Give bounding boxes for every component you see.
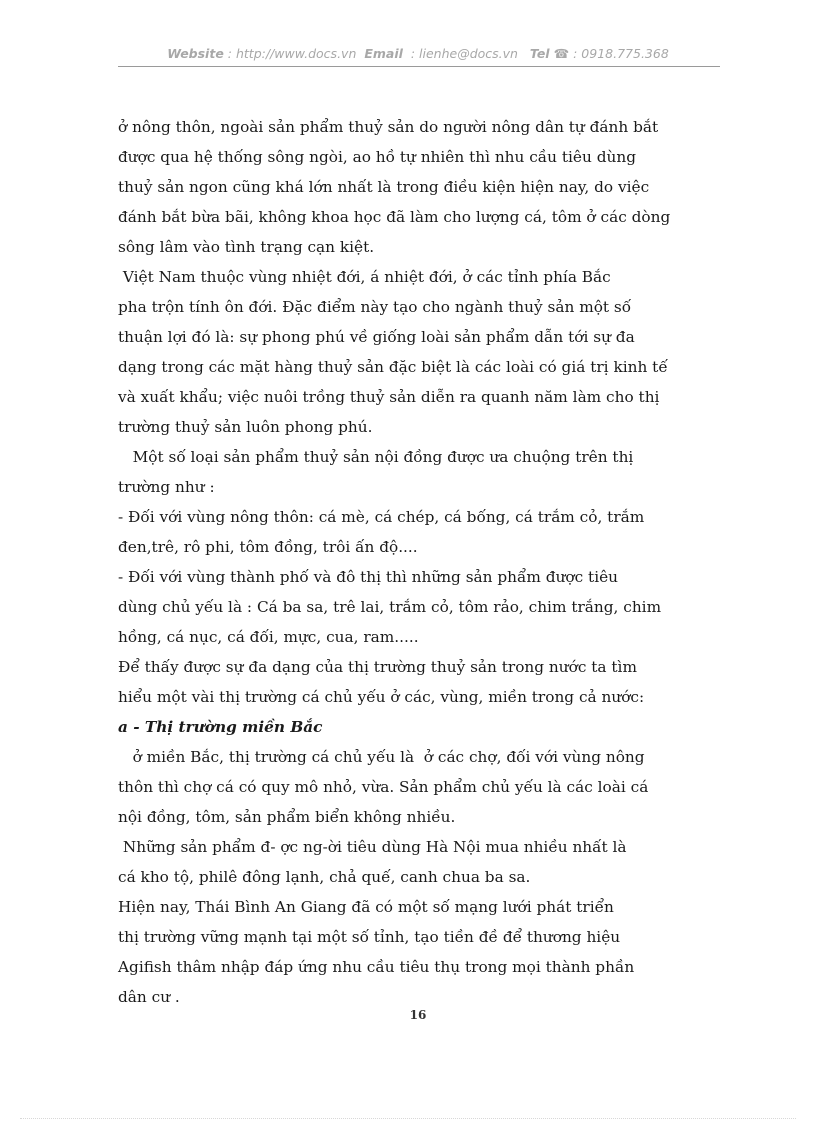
list-item: - Đối với vùng nông thôn: cá mè, cá chép, cá bống, cá trắm cỏ, trắm [118,508,645,526]
section-heading: a - Thị trường miền Bắc [118,718,323,736]
paragraph-line: trường như : [118,478,215,496]
website-label: Website [167,46,224,61]
footer-divider [20,1118,796,1119]
paragraph-line: Để thấy được sự đa dạng của thị trường thuỷ sản trong nước ta tìm [118,658,637,676]
paragraph-line: ở miền Bắc, thị trường cá chủ yếu là ở các chợ, đối với vùng nông [118,748,645,766]
paragraph-line: trường thuỷ sản luôn phong phú. [118,418,373,436]
paragraph-line: thuỷ sản ngon cũng khá lớn nhất là trong điều kiện hiện nay, do việc [118,178,650,196]
paragraph-line: được qua hệ thống sông ngòi, ao hồ tự nhiên thì nhu cầu tiêu dùng [118,148,636,166]
paragraph-line: ở nông thôn, ngoài sản phẩm thuỷ sản do người nông dân tự đánh bắt [118,118,659,136]
list-item-continuation: dùng chủ yếu là : Cá ba sa, trê lai, trắm cỏ, tôm rảo, chim trắng, chim [118,598,662,616]
paragraph-line: và xuất khẩu; việc nuôi trồng thuỷ sản diễn ra quanh năm làm cho thị [118,388,660,406]
paragraph-line: Những sản phẩm đ- ợc ng-ời tiêu dùng Hà Nội mua nhiều nhất là [118,838,627,856]
tel-label: Tel [529,46,550,61]
paragraph-line: thôn thì chợ cá có quy mô nhỏ, vừa. Sản phẩm chủ yếu là các loài cá [118,778,649,796]
paragraph-line: Một số loại sản phẩm thuỷ sản nội đồng được ưa chuộng trên thị [118,448,634,466]
page-header [118,46,718,61]
paragraph-line: Hiện nay, Thái Bình An Giang đã có một số mạng lưới phát triển [118,898,614,916]
list-item-continuation: hồng, cá nục, cá đối, mực, cua, ram..... [118,628,419,646]
list-item-continuation: đen,trê, rô phi, tôm đồng, trôi ấn độ.... [118,538,418,556]
website-link[interactable]: : http://www.docs.vn [227,46,357,61]
paragraph-line: thị trường vững mạnh tại một số tỉnh, tạo tiền đề để thương hiệu [118,928,621,946]
header-divider [118,66,720,67]
page-number: 16 [409,1008,427,1022]
tel-value: ☎ : 0918.775.368 [553,46,669,61]
document-body [118,112,678,1012]
paragraph-line: Agifish thâm nhập đáp ứng nhu cầu tiêu thụ trong mọi thành phần [118,958,635,976]
email-link[interactable]: : lienhe@docs.vn [410,46,518,61]
paragraph-line: dạng trong các mặt hàng thuỷ sản đặc biệt là các loài có giá trị kinh tế [118,358,668,376]
paragraph-line: đánh bắt bừa bãi, không khoa học đã làm cho lượng cá, tôm ở các dòng [118,208,671,226]
paragraph-line: hiểu một vài thị trường cá chủ yếu ở các, vùng, miền trong cả nước: [118,688,645,706]
list-item: - Đối với vùng thành phố và đô thị thì những sản phẩm được tiêu [118,568,619,586]
paragraph-line: nội đồng, tôm, sản phẩm biển không nhiều. [118,808,456,826]
email-label: Email [364,46,403,61]
paragraph-line: pha trộn tính ôn đới. Đặc điểm này tạo cho ngành thuỷ sản một số [118,298,632,316]
paragraph-line: sông lâm vào tình trạng cạn kiệt. [118,238,375,256]
paragraph-line: thuận lợi đó là: sự phong phú về giống loài sản phẩm dẫn tới sự đa [118,328,635,346]
paragraph-line: dân cư . [118,988,180,1006]
paragraph-line: Việt Nam thuộc vùng nhiệt đới, á nhiệt đới, ở các tỉnh phía Bắc [118,268,611,286]
paragraph-line: cá kho tộ, philê đông lạnh, chả quế, canh chua ba sa. [118,868,531,886]
